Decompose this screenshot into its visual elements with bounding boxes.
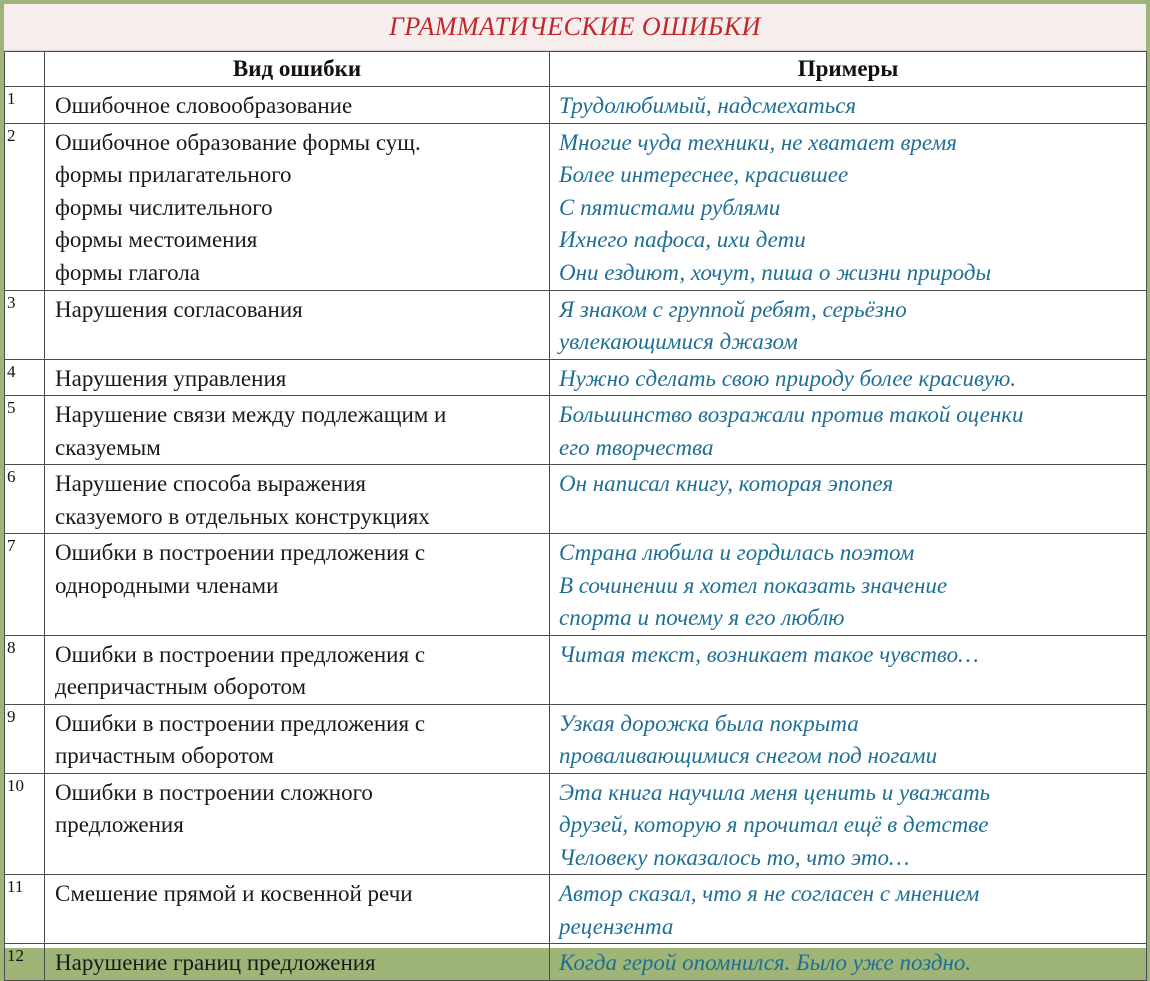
error-kind-line: причастным оборотом: [55, 743, 274, 768]
error-kind-line: Нарушения согласования: [55, 296, 303, 322]
example-line: Страна любила и гордилась поэтом: [559, 540, 915, 565]
error-kind-cell: [45, 635, 550, 704]
table-row: [5, 396, 1147, 465]
example-cell: [550, 534, 1147, 636]
row-number: 11: [5, 875, 45, 944]
error-kind-line: формы прилагательного: [55, 162, 292, 187]
example-line: С пятистами рублями: [559, 194, 781, 220]
row-number: 9: [5, 704, 45, 773]
example-line: Человеку показалось то, что это…: [559, 844, 910, 870]
error-kind-cell: [45, 773, 550, 875]
error-kind-line: однородными членами: [55, 572, 279, 598]
example-line: спорта и почему я его люблю: [559, 605, 845, 630]
error-kind-line: Нарушения управления: [55, 365, 287, 391]
error-kind-line: деепричастным оборотом: [55, 674, 307, 699]
table-row: [5, 944, 1147, 981]
error-kind-line: Нарушение границ предложения: [55, 950, 376, 975]
error-kind-cell: [45, 396, 550, 465]
example-line: Читая текст, возникает такое чувство…: [559, 641, 979, 667]
row-number: 1: [5, 87, 45, 124]
table-frame: [4, 4, 1146, 975]
error-kind-line: формы глагола: [55, 259, 201, 285]
row-number: 3: [5, 290, 45, 359]
example-line: рецензента: [559, 913, 674, 939]
title-bar: [4, 4, 1146, 51]
error-kind-line: Нарушение способа выражения: [55, 471, 366, 496]
error-kind-line: формы местоимения: [55, 227, 258, 252]
example-line: его творчества: [559, 434, 714, 460]
row-number: 5: [5, 396, 45, 465]
error-kind-cell: [45, 944, 550, 981]
example-cell: [550, 290, 1147, 359]
error-kind-line: Ошибки в построении предложения с: [55, 710, 426, 736]
example-line: Он написал книгу, которая эпопея: [559, 471, 894, 496]
row-number: 6: [5, 465, 45, 534]
error-kind-cell: [45, 704, 550, 773]
error-kind-line: Ошибки в построении предложения с: [55, 540, 426, 565]
error-kind-cell: [45, 87, 550, 124]
example-line: друзей, которую я прочитал ещё в детстве: [559, 812, 989, 837]
error-kind-cell: [45, 359, 550, 396]
row-number: 8: [5, 635, 45, 704]
page-title: ГРАММАТИЧЕСКИЕ ОШИБКИ: [389, 12, 761, 41]
error-kind-line: сказуемым: [55, 434, 161, 460]
error-kind-cell: [45, 534, 550, 636]
error-kind-line: Ошибочное образование формы сущ.: [55, 129, 421, 155]
error-kind-line: формы числительного: [55, 194, 273, 220]
example-line: увлекающимися джазом: [559, 329, 798, 354]
example-line: Автор сказал, что я не согласен с мнением: [559, 881, 980, 906]
error-kind-cell: [45, 875, 550, 944]
table-row: [5, 123, 1147, 290]
row-number: 12: [5, 944, 45, 981]
example-cell: [550, 773, 1147, 875]
example-cell: [550, 396, 1147, 465]
header-kind: Вид ошибки: [45, 52, 550, 87]
error-kind-line: Нарушение связи между подлежащим и: [55, 402, 447, 427]
example-line: проваливающимися снегом под ногами: [559, 743, 938, 768]
error-kind-cell: [45, 465, 550, 534]
row-number: 10: [5, 773, 45, 875]
example-cell: [550, 123, 1147, 290]
table-row: [5, 704, 1147, 773]
example-line: Эта книга научила меня ценить и уважать: [559, 779, 991, 805]
example-line: Более интереснее, красившее: [559, 162, 849, 187]
error-kind-cell: [45, 123, 550, 290]
example-line: Многие чуда техники, не хватает время: [559, 129, 957, 155]
header-num: [5, 52, 45, 87]
example-line: Узкая дорожка была покрыта: [559, 710, 859, 736]
table-row: [5, 290, 1147, 359]
error-kind-line: Ошибочное словообразование: [55, 93, 353, 118]
example-cell: [550, 875, 1147, 944]
example-line: В сочинении я хотел показать значение: [559, 572, 948, 598]
example-cell: [550, 359, 1147, 396]
table-row: [5, 773, 1147, 875]
example-cell: [550, 944, 1147, 981]
table-row: [5, 87, 1147, 124]
row-number: 4: [5, 359, 45, 396]
example-line: Они ездиют, хочут, пиша о жизни природы: [559, 259, 992, 285]
table-row: [5, 875, 1147, 944]
table-row: [5, 534, 1147, 636]
example-cell: [550, 87, 1147, 124]
table-row: [5, 635, 1147, 704]
example-cell: [550, 465, 1147, 534]
example-cell: [550, 704, 1147, 773]
row-number: 2: [5, 123, 45, 290]
example-line: Большинство возражали против такой оценки: [559, 402, 1024, 427]
example-line: Я знаком с группой ребят, серьёзно: [559, 296, 907, 322]
example-line: Трудолюбимый, надсмехаться: [559, 93, 857, 118]
example-line: Ихнего пафоса, ихи дети: [559, 227, 806, 252]
error-kind-line: предложения: [55, 812, 184, 837]
error-kind-line: Ошибки в построении предложения с: [55, 641, 426, 667]
table-row: [5, 465, 1147, 534]
example-line: Когда герой опомнился. Было уже поздно.: [559, 950, 972, 975]
table-row: [5, 359, 1147, 396]
error-kind-cell: [45, 290, 550, 359]
example-line: Нужно сделать свою природу более красивую.: [559, 365, 1017, 391]
example-cell: [550, 635, 1147, 704]
error-kind-line: Смешение прямой и косвенной речи: [55, 881, 413, 906]
error-kind-line: сказуемого в отдельных конструкциях: [55, 503, 430, 529]
header-examples: Примеры: [550, 52, 1147, 87]
row-number: 7: [5, 534, 45, 636]
header-row: [5, 52, 1147, 87]
error-kind-line: Ошибки в построении сложного: [55, 779, 373, 805]
errors-table: [4, 51, 1147, 981]
